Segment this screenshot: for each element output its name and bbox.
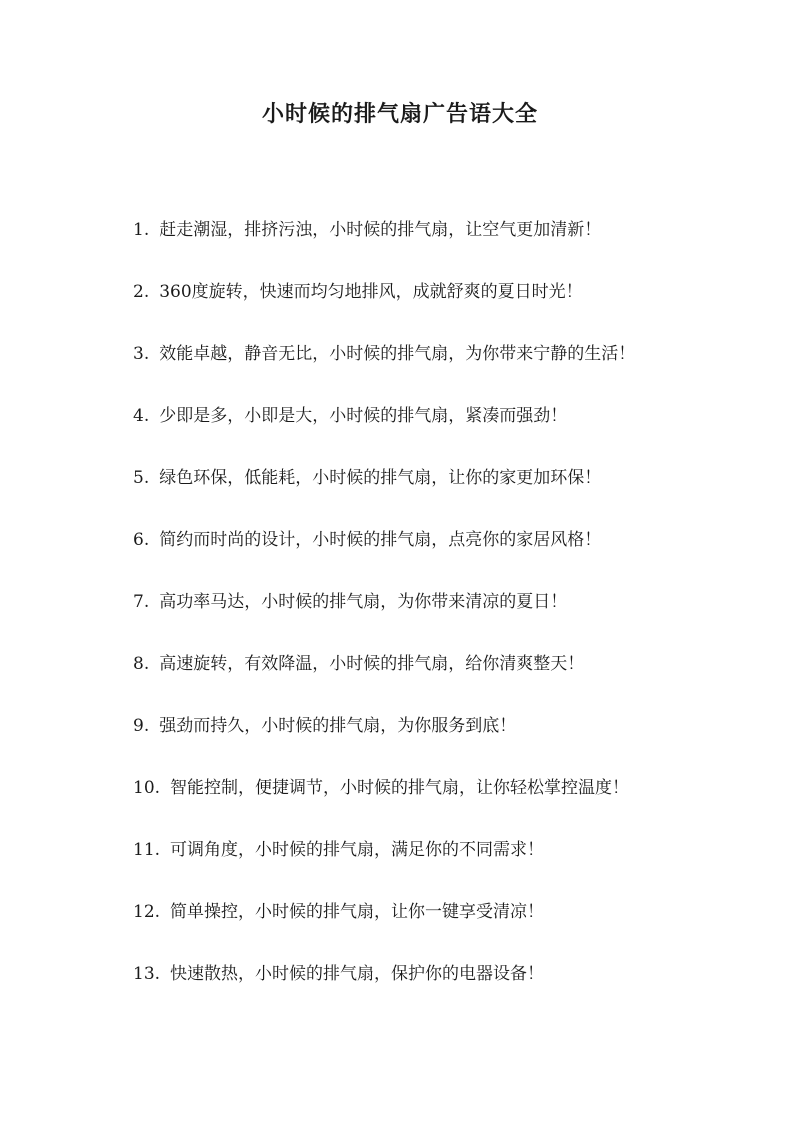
list-item	[133, 522, 753, 584]
list-item	[133, 708, 753, 770]
list-item	[133, 460, 753, 522]
list-item	[133, 956, 753, 1018]
item-text: 少即是多，小即是大，小时候的排气扇，紧凑而强劲！	[159, 406, 568, 426]
item-text: 快速散热，小时候的排气扇，保护你的电器设备！	[170, 964, 545, 984]
page-title: 小时候的排气扇广告语大全	[261, 101, 538, 127]
item-number: 7.	[133, 592, 150, 612]
list-item	[133, 584, 753, 646]
list-item	[133, 274, 753, 336]
item-text: 绿色环保，低能耗，小时候的排气扇，让你的家更加环保！	[159, 468, 602, 488]
item-text: 强劲而持久，小时候的排气扇，为你服务到底！	[159, 716, 517, 736]
item-text: 高功率马达，小时候的排气扇，为你带来清凉的夏日！	[159, 592, 568, 612]
list-item	[133, 646, 753, 708]
item-number: 5.	[133, 468, 150, 488]
item-text: 赶走潮湿，排挤污浊，小时候的排气扇，让空气更加清新！	[159, 220, 602, 240]
list-item	[133, 832, 753, 894]
item-text: 简约而时尚的设计，小时候的排气扇，点亮你的家居风格！	[159, 530, 602, 550]
item-number: 1.	[133, 220, 150, 240]
list-item	[133, 212, 753, 274]
item-text: 效能卓越，静音无比，小时候的排气扇，为你带来宁静的生活！	[159, 344, 636, 364]
item-number: 2.	[133, 282, 150, 302]
item-text: 360度旋转，快速而均匀地排风，成就舒爽的夏日时光！	[159, 282, 583, 302]
item-number: 3.	[133, 344, 150, 364]
item-number: 13.	[133, 964, 161, 984]
list-item	[133, 894, 753, 956]
item-number: 8.	[133, 654, 150, 674]
item-number: 6.	[133, 530, 150, 550]
item-number: 12.	[133, 902, 161, 922]
item-number: 11.	[133, 840, 161, 860]
list-item	[133, 398, 753, 460]
item-number: 4.	[133, 406, 150, 426]
list-item	[133, 336, 753, 398]
item-text: 智能控制，便捷调节，小时候的排气扇，让你轻松掌控温度！	[170, 778, 630, 798]
item-text: 可调角度，小时候的排气扇，满足你的不同需求！	[170, 840, 545, 860]
item-number: 10.	[133, 778, 161, 798]
item-text: 高速旋转，有效降温，小时候的排气扇，给你清爽整天！	[159, 654, 585, 674]
item-number: 9.	[133, 716, 150, 736]
item-text: 简单操控，小时候的排气扇，让你一键享受清凉！	[170, 902, 545, 922]
slogan-list	[133, 212, 753, 1018]
list-item	[133, 770, 753, 832]
